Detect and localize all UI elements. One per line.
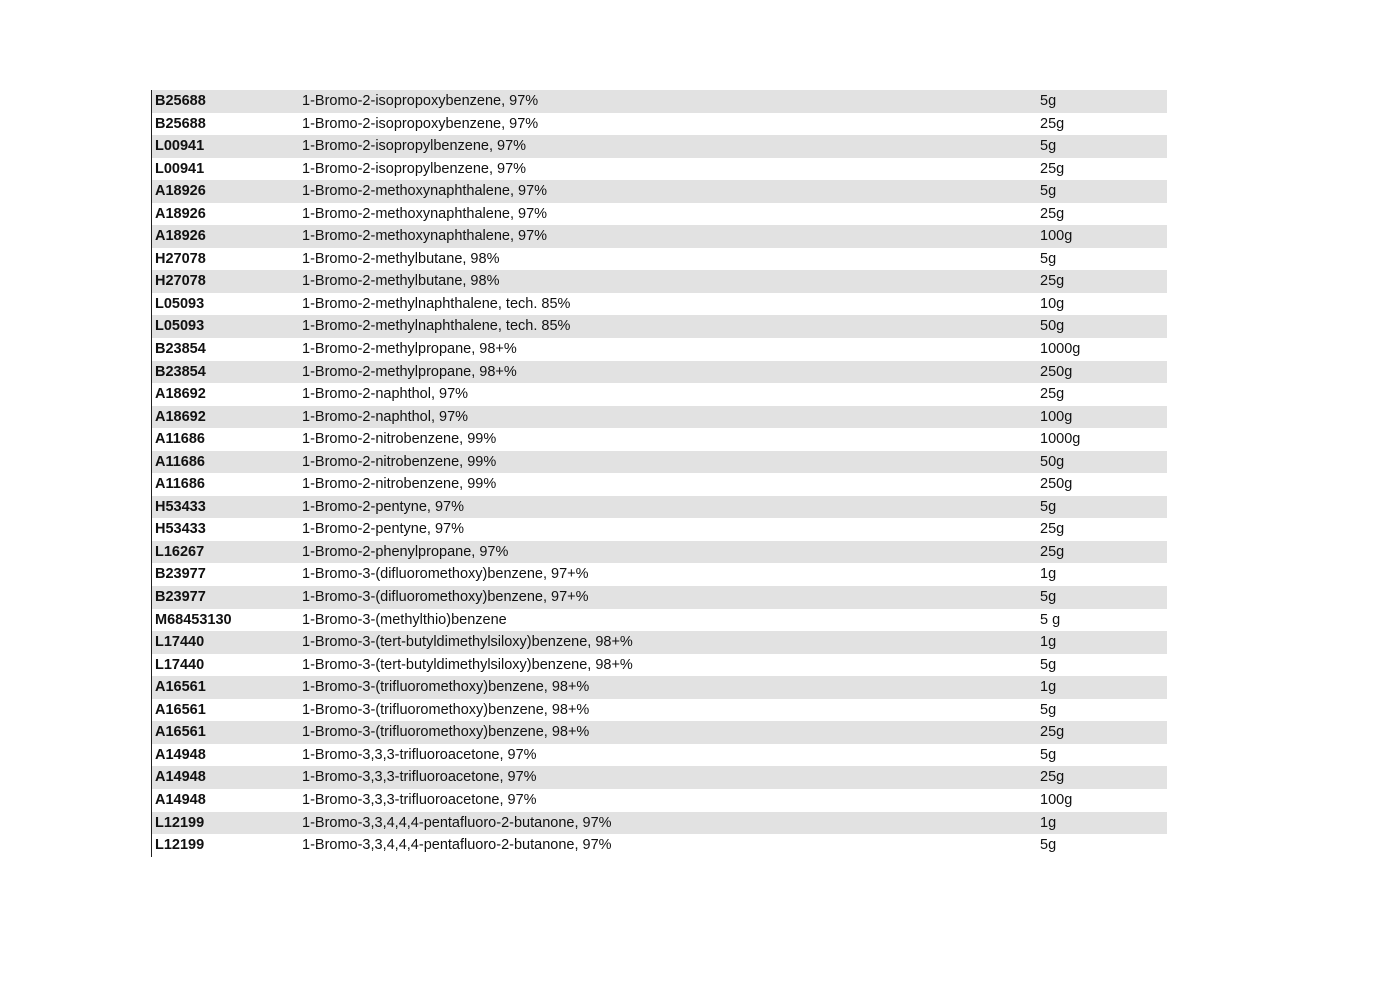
catalog-number-cell: B25688: [155, 115, 206, 132]
product-name-cell: 1-Bromo-3-(trifluoromethoxy)benzene, 98+%: [302, 679, 590, 696]
product-name-cell: 1-Bromo-3-(tert-butyldimethylsiloxy)benzene, 98+%: [302, 634, 633, 651]
product-name-cell: 1-Bromo-3,3,4,4,4-pentafluoro-2-butanone, 97%: [302, 837, 612, 854]
table-row: [152, 744, 1167, 767]
product-name-cell: 1-Bromo-3,3,3-trifluoroacetone, 97%: [302, 769, 537, 786]
catalog-number-cell: L12199: [155, 837, 205, 854]
table-row: [152, 248, 1167, 271]
table-row: [152, 451, 1167, 474]
table-row: [152, 406, 1167, 429]
product-name-cell: 1-Bromo-2-isopropoxybenzene, 97%: [302, 115, 539, 132]
catalog-number-cell: A18926: [155, 205, 206, 222]
package-size-cell: 1g: [1040, 679, 1057, 696]
package-size-cell: 25g: [1040, 160, 1065, 177]
catalog-number-cell: M68453130: [155, 611, 232, 628]
product-name-cell: 1-Bromo-2-methoxynaphthalene, 97%: [302, 205, 548, 222]
catalog-number-cell: A14948: [155, 791, 206, 808]
table-row: [152, 383, 1167, 406]
table-row: [152, 270, 1167, 293]
catalog-number-cell: H27078: [155, 273, 206, 290]
product-table: [151, 90, 1167, 857]
catalog-number-cell: L17440: [155, 634, 205, 651]
package-size-cell: 1000g: [1040, 431, 1081, 448]
catalog-number-cell: A16561: [155, 724, 206, 741]
package-size-cell: 1g: [1040, 814, 1057, 831]
table-row: [152, 113, 1167, 136]
package-size-cell: 25g: [1040, 521, 1065, 538]
table-row: [152, 721, 1167, 744]
package-size-cell: 5g: [1040, 746, 1057, 763]
product-name-cell: 1-Bromo-2-methylnaphthalene, tech. 85%: [302, 318, 571, 335]
package-size-cell: 5g: [1040, 250, 1057, 267]
catalog-number-cell: H27078: [155, 250, 206, 267]
package-size-cell: 5 g: [1040, 611, 1061, 628]
catalog-number-cell: B23854: [155, 341, 206, 358]
product-name-cell: 1-Bromo-2-nitrobenzene, 99%: [302, 431, 497, 448]
product-name-cell: 1-Bromo-3-(difluoromethoxy)benzene, 97+%: [302, 589, 589, 606]
catalog-number-cell: A16561: [155, 701, 206, 718]
product-name-cell: 1-Bromo-3-(difluoromethoxy)benzene, 97+%: [302, 566, 589, 583]
product-name-cell: 1-Bromo-3,3,3-trifluoroacetone, 97%: [302, 746, 537, 763]
catalog-number-cell: L16267: [155, 543, 205, 560]
package-size-cell: 100g: [1040, 408, 1073, 425]
table-row: [152, 315, 1167, 338]
table-row: [152, 541, 1167, 564]
table-row: [152, 654, 1167, 677]
catalog-number-cell: L17440: [155, 656, 205, 673]
product-name-cell: 1-Bromo-3-(trifluoromethoxy)benzene, 98+%: [302, 701, 590, 718]
package-size-cell: 25g: [1040, 115, 1065, 132]
table-row: [152, 812, 1167, 835]
product-name-cell: 1-Bromo-2-pentyne, 97%: [302, 521, 464, 538]
table-row: [152, 180, 1167, 203]
product-name-cell: 1-Bromo-2-phenylpropane, 97%: [302, 543, 509, 560]
package-size-cell: 50g: [1040, 318, 1065, 335]
table-row: [152, 135, 1167, 158]
product-name-cell: 1-Bromo-2-methylbutane, 98%: [302, 273, 500, 290]
table-row: [152, 225, 1167, 248]
catalog-number-cell: B23977: [155, 566, 206, 583]
package-size-cell: 5g: [1040, 656, 1057, 673]
package-size-cell: 5g: [1040, 837, 1057, 854]
catalog-number-cell: B23977: [155, 589, 206, 606]
product-name-cell: 1-Bromo-2-naphthol, 97%: [302, 386, 469, 403]
package-size-cell: 25g: [1040, 273, 1065, 290]
package-size-cell: 25g: [1040, 724, 1065, 741]
table-row: [152, 90, 1167, 113]
catalog-number-cell: A14948: [155, 746, 206, 763]
catalog-number-cell: A16561: [155, 679, 206, 696]
product-name-cell: 1-Bromo-2-nitrobenzene, 99%: [302, 453, 497, 470]
product-name-cell: 1-Bromo-2-naphthol, 97%: [302, 408, 469, 425]
product-name-cell: 1-Bromo-2-isopropylbenzene, 97%: [302, 138, 527, 155]
product-name-cell: 1-Bromo-2-pentyne, 97%: [302, 498, 464, 515]
catalog-number-cell: L05093: [155, 295, 205, 312]
product-name-cell: 1-Bromo-2-methoxynaphthalene, 97%: [302, 228, 548, 245]
package-size-cell: 5g: [1040, 589, 1057, 606]
package-size-cell: 5g: [1040, 138, 1057, 155]
package-size-cell: 5g: [1040, 93, 1057, 109]
catalog-number-cell: L05093: [155, 318, 205, 335]
package-size-cell: 250g: [1040, 476, 1073, 493]
table-row: [152, 203, 1167, 226]
catalog-number-cell: A14948: [155, 769, 206, 786]
product-name-cell: 1-Bromo-2-nitrobenzene, 99%: [302, 476, 497, 493]
table-row: [152, 834, 1167, 857]
package-size-cell: 25g: [1040, 205, 1065, 222]
product-name-cell: 1-Bromo-2-methylpropane, 98+%: [302, 363, 517, 380]
table-row: [152, 361, 1167, 384]
table-row: [152, 518, 1167, 541]
catalog-number-cell: A18692: [155, 408, 206, 425]
table-row: [152, 699, 1167, 722]
product-name-cell: 1-Bromo-3,3,3-trifluoroacetone, 97%: [302, 791, 537, 808]
table-row: [152, 631, 1167, 654]
product-name-cell: 1-Bromo-2-methoxynaphthalene, 97%: [302, 183, 548, 200]
product-name-cell: 1-Bromo-2-isopropylbenzene, 97%: [302, 160, 527, 177]
catalog-number-cell: H53433: [155, 521, 206, 538]
catalog-number-cell: L12199: [155, 814, 205, 831]
package-size-cell: 10g: [1040, 295, 1065, 312]
table-row: [152, 473, 1167, 496]
table-row: [152, 676, 1167, 699]
package-size-cell: 5g: [1040, 701, 1057, 718]
table-row: [152, 586, 1167, 609]
table-row: [152, 158, 1167, 181]
product-name-cell: 1-Bromo-2-isopropoxybenzene, 97%: [302, 93, 539, 109]
table-row: [152, 766, 1167, 789]
catalog-number-cell: A18926: [155, 183, 206, 200]
table-row: [152, 496, 1167, 519]
catalog-number-cell: A11686: [155, 431, 205, 448]
product-name-cell: 1-Bromo-2-methylbutane, 98%: [302, 250, 500, 267]
catalog-number-cell: B23854: [155, 363, 206, 380]
product-name-cell: 1-Bromo-2-methylpropane, 98+%: [302, 341, 517, 358]
package-size-cell: 1g: [1040, 634, 1057, 651]
table-row: [152, 428, 1167, 451]
package-size-cell: 1g: [1040, 566, 1057, 583]
package-size-cell: 25g: [1040, 543, 1065, 560]
table-row: [152, 789, 1167, 812]
product-name-cell: 1-Bromo-3,3,4,4,4-pentafluoro-2-butanone, 97%: [302, 814, 612, 831]
product-name-cell: 1-Bromo-3-(trifluoromethoxy)benzene, 98+%: [302, 724, 590, 741]
catalog-number-cell: A18926: [155, 228, 206, 245]
table-row: [152, 563, 1167, 586]
catalog-number-cell: B25688: [155, 93, 206, 109]
catalog-number-cell: A18692: [155, 386, 206, 403]
package-size-cell: 50g: [1040, 453, 1065, 470]
package-size-cell: 1000g: [1040, 341, 1081, 358]
table-row: [152, 338, 1167, 361]
catalog-number-cell: H53433: [155, 498, 206, 515]
table-row: [152, 609, 1167, 632]
product-name-cell: 1-Bromo-3-(methylthio)benzene: [302, 611, 507, 628]
package-size-cell: 100g: [1040, 228, 1073, 245]
package-size-cell: 25g: [1040, 769, 1065, 786]
package-size-cell: 5g: [1040, 183, 1057, 200]
package-size-cell: 250g: [1040, 363, 1073, 380]
catalog-number-cell: A11686: [155, 476, 205, 493]
product-name-cell: 1-Bromo-2-methylnaphthalene, tech. 85%: [302, 295, 571, 312]
package-size-cell: 5g: [1040, 498, 1057, 515]
catalog-number-cell: L00941: [155, 160, 205, 177]
product-name-cell: 1-Bromo-3-(tert-butyldimethylsiloxy)benzene, 98+%: [302, 656, 633, 673]
table-row: [152, 293, 1167, 316]
package-size-cell: 25g: [1040, 386, 1065, 403]
catalog-number-cell: L00941: [155, 138, 205, 155]
package-size-cell: 100g: [1040, 791, 1073, 808]
catalog-number-cell: A11686: [155, 453, 205, 470]
